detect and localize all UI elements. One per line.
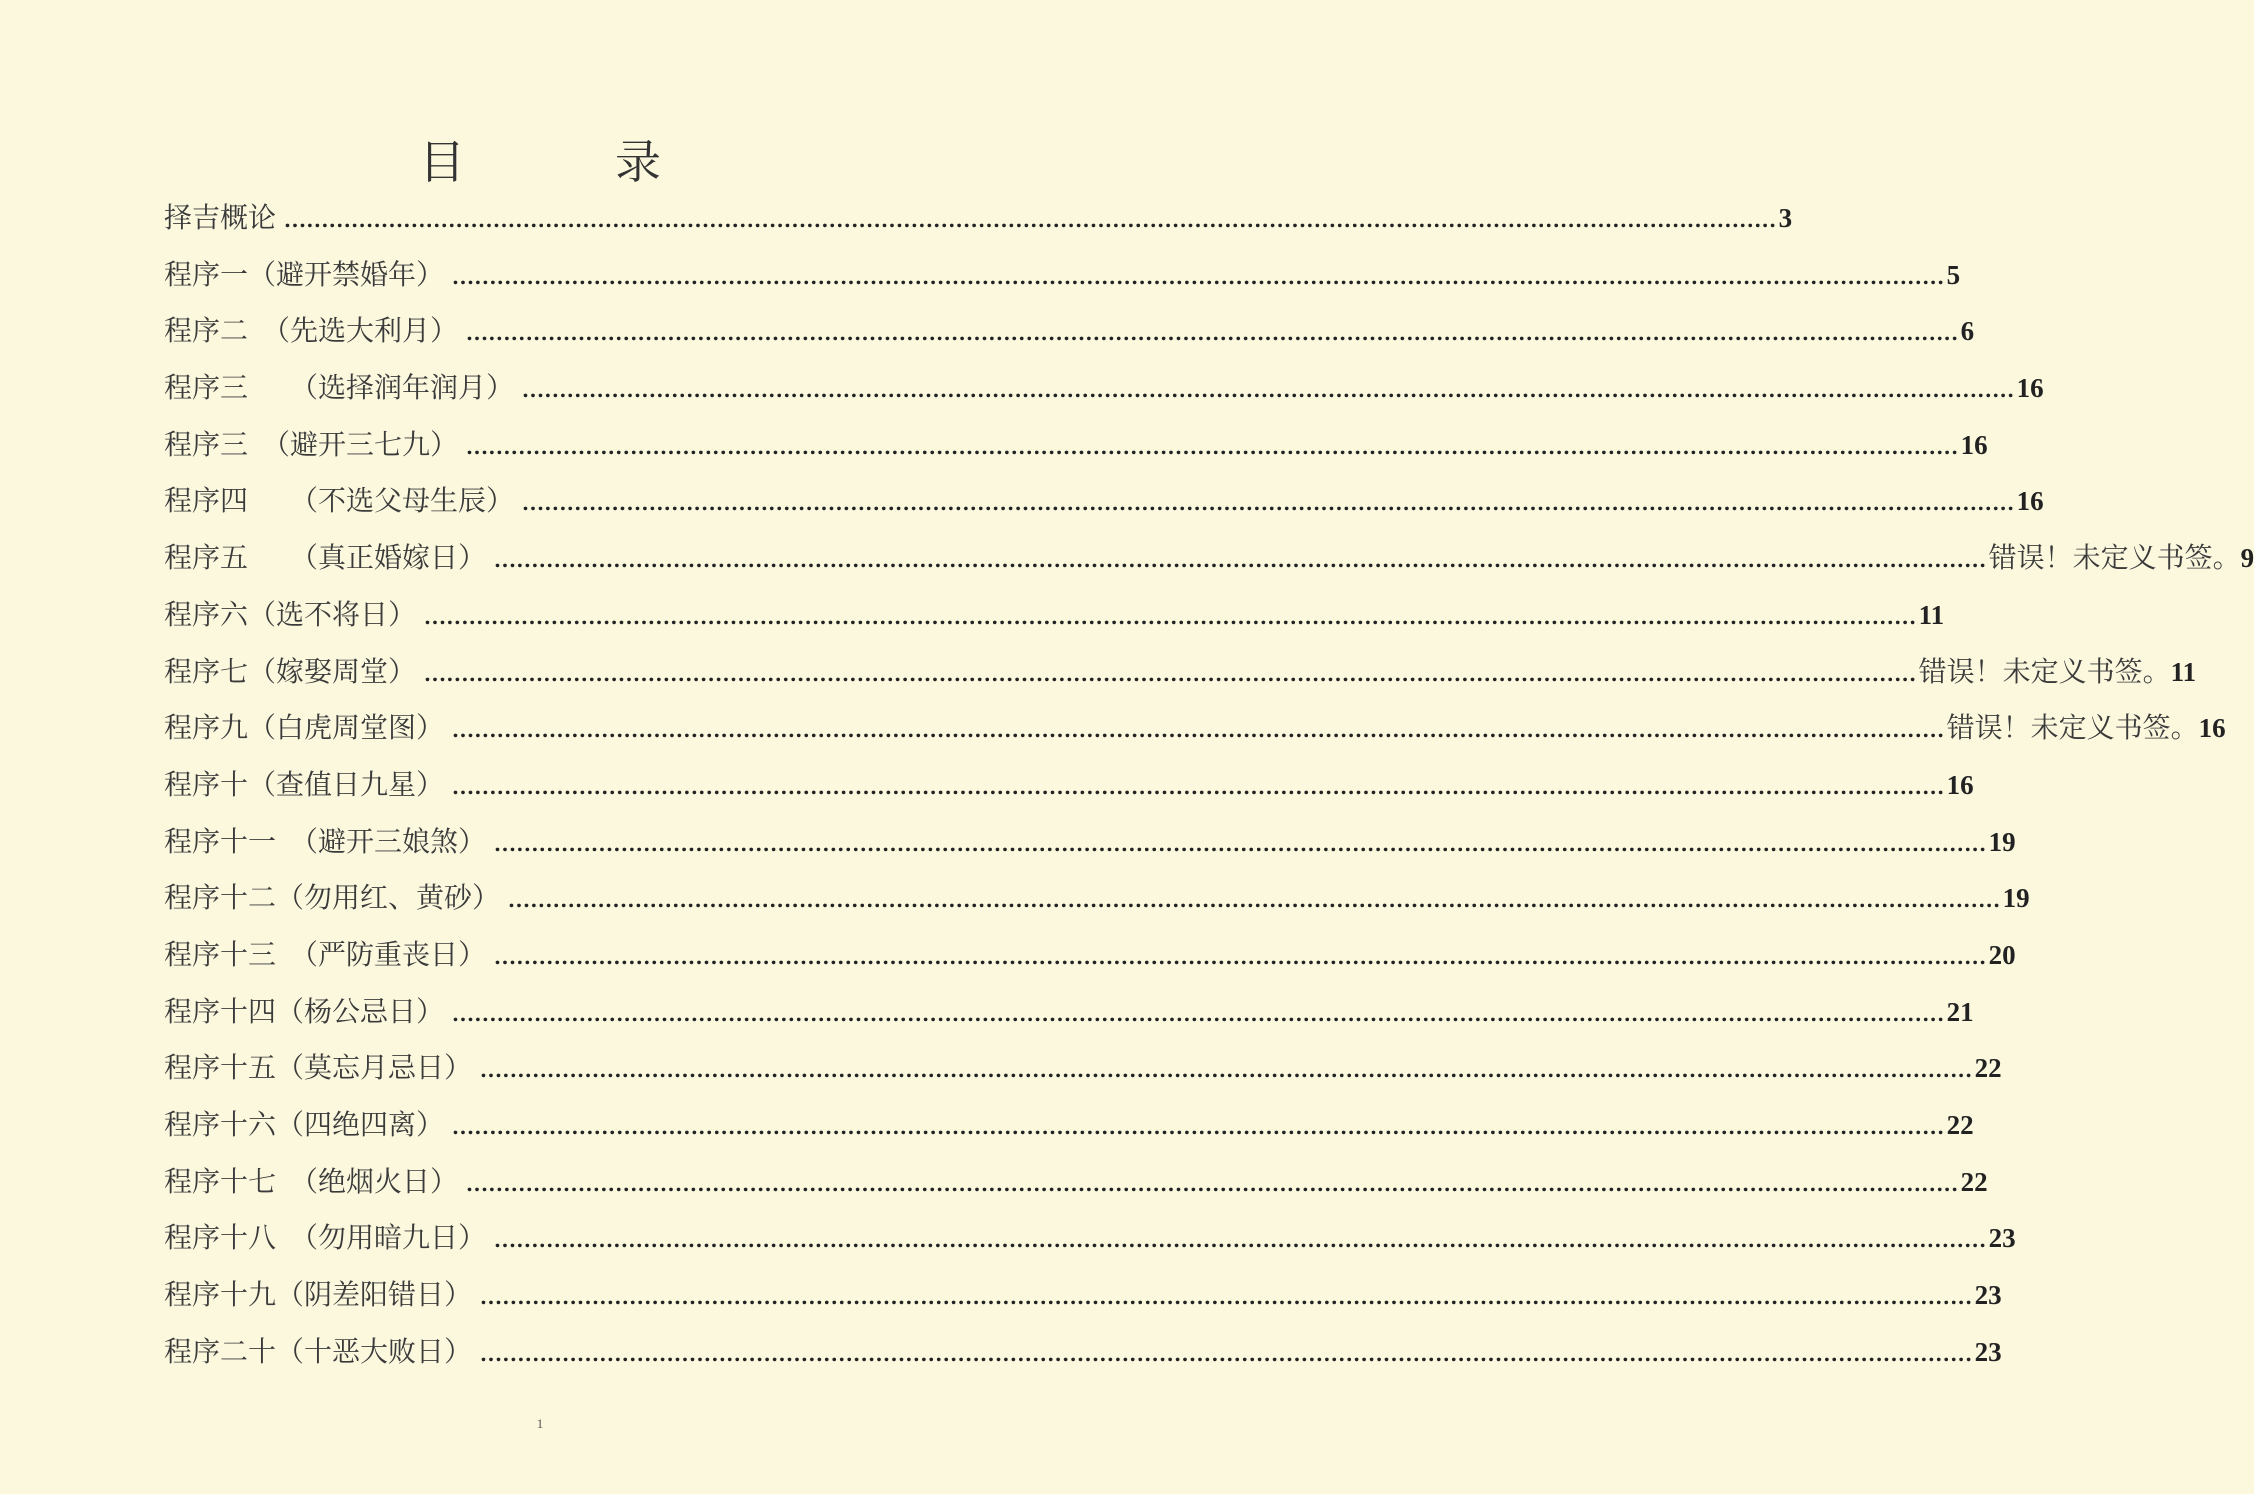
toc-entry-title: 程序十五（莫忘月忌日） bbox=[164, 1051, 473, 1085]
toc-entry-title: 程序七（嫁娶周堂） bbox=[164, 654, 417, 688]
toc-page-number: 16 bbox=[1946, 769, 1974, 800]
toc-page-number: 19 bbox=[1988, 826, 2016, 857]
toc-entry[interactable] bbox=[164, 757, 1974, 814]
toc-entry-title: 程序十（查值日九星） bbox=[164, 767, 445, 801]
toc-bookmark-error: 错误！未定义书签。 bbox=[1946, 711, 2199, 745]
toc-leader-dots: ........................................................................................................................................................................................................ bbox=[508, 888, 2001, 913]
toc-entry-title: 程序九（白虎周堂图） bbox=[164, 711, 445, 745]
toc-entry[interactable] bbox=[164, 927, 2016, 984]
toc-page-number: 23 bbox=[1974, 1336, 2002, 1367]
toc-entry-title: 程序十七 （绝烟火日） bbox=[164, 1164, 459, 1198]
toc-leader-dots: ........................................................................................................................................................................................................ bbox=[452, 1115, 1945, 1139]
toc-page-number: 23 bbox=[1988, 1223, 2016, 1254]
toc-entry[interactable] bbox=[164, 190, 1793, 247]
toc-page-number: 19 bbox=[2002, 883, 2030, 914]
toc-page-number: 23 bbox=[1974, 1280, 2002, 1311]
toc-leader-dots: ........................................................................................................................................................................................................ bbox=[452, 264, 1945, 289]
toc-entry-title: 程序二十（十恶大败日） bbox=[164, 1334, 473, 1368]
toc-entry-title: 择吉概论 bbox=[164, 201, 277, 234]
toc-leader-dots: ........................................................................................................................................................................................................ bbox=[494, 1228, 1987, 1253]
toc-bookmark-error: 错误！未定义书签。 bbox=[1988, 541, 2241, 575]
toc-entry-title: 程序十三 （严防重丧日） bbox=[164, 937, 487, 971]
toc-page-number: 11 bbox=[1918, 599, 1945, 630]
toc-entry-title: 程序十九（阴差阳错日） bbox=[164, 1278, 473, 1312]
toc-leader-dots: ........................................................................................................................................................................................................ bbox=[480, 1285, 1973, 1310]
toc-entry[interactable] bbox=[164, 1267, 2002, 1324]
toc-leader-dots: ........................................................................................................................................................................................................ bbox=[452, 1001, 1945, 1026]
toc-entry-title: 程序十四（杨公忌日） bbox=[164, 994, 445, 1028]
toc-page-number: 22 bbox=[1974, 1053, 2002, 1084]
toc-entry-title: 程序十六（四绝四离） bbox=[164, 1108, 445, 1141]
toc-page-number: 6 bbox=[1960, 316, 1975, 347]
toc-leader-dots: ........................................................................................................................................................................................................ bbox=[494, 548, 1987, 573]
toc-page-number: 20 bbox=[1988, 939, 2016, 970]
toc-leader-dots: ........................................................................................................................................................................................................ bbox=[466, 434, 1959, 459]
toc-entry-title: 程序一（避开禁婚年） bbox=[164, 257, 445, 291]
toc-page-number: 5 bbox=[1946, 259, 1961, 290]
toc-leader-dots: ........................................................................................................................................................................................................ bbox=[522, 491, 2015, 516]
toc-page-number: 3 bbox=[1778, 203, 1793, 233]
toc-entry-title: 程序十一 （避开三娘煞） bbox=[164, 824, 487, 858]
toc-leader-dots: ........................................................................................................................................................................................................ bbox=[480, 1058, 1973, 1083]
toc-entry[interactable] bbox=[164, 1040, 2002, 1097]
toc-entry[interactable] bbox=[164, 247, 1961, 304]
toc-entry[interactable] bbox=[164, 644, 2197, 701]
toc-entry[interactable] bbox=[164, 360, 2044, 417]
page-number: 1 bbox=[536, 1416, 544, 1431]
toc-page-number: 16 bbox=[2198, 713, 2226, 744]
toc-entry-title: 程序二 （先选大利月） bbox=[164, 314, 459, 348]
toc-entry[interactable] bbox=[164, 700, 2226, 757]
toc-bookmark-error: 错误！未定义书签。 bbox=[1918, 654, 2171, 688]
toc-leader-dots: ........................................................................................................................................................................................................ bbox=[494, 831, 1987, 856]
table-of-contents bbox=[164, 190, 2254, 1380]
toc-entry-title: 程序三 （避开三七九） bbox=[164, 427, 459, 461]
toc-page-number: 11 bbox=[2170, 656, 2197, 687]
toc-leader-dots: ........................................................................................................................................................................................................ bbox=[452, 718, 1945, 743]
toc-page-number: 16 bbox=[1960, 429, 1988, 460]
toc-page-number: 22 bbox=[1946, 1110, 1974, 1140]
toc-entry[interactable] bbox=[164, 1154, 1988, 1211]
toc-leader-dots: ........................................................................................................................................................................................................ bbox=[466, 1171, 1959, 1196]
toc-leader-dots: ........................................................................................................................................................................................................ bbox=[424, 604, 1917, 629]
toc-entry[interactable] bbox=[164, 303, 1975, 360]
toc-leader-dots: ........................................................................................................................................................................................................ bbox=[284, 208, 1777, 232]
toc-entry-title: 程序十二（勿用红、黄砂） bbox=[164, 881, 501, 915]
toc-entry-title: 程序三 （选择润年润月） bbox=[164, 371, 515, 405]
toc-page-number: 16 bbox=[2016, 486, 2044, 517]
toc-entry[interactable] bbox=[164, 984, 1974, 1041]
toc-entry-title: 程序十八 （勿用暗九日） bbox=[164, 1221, 487, 1255]
toc-leader-dots: ........................................................................................................................................................................................................ bbox=[522, 378, 2015, 403]
toc-page-number: 9 bbox=[2240, 543, 2254, 574]
toc-entry[interactable] bbox=[164, 814, 2016, 871]
toc-entry-title: 程序六（选不将日） bbox=[164, 597, 417, 631]
toc-entry[interactable] bbox=[164, 1097, 1974, 1154]
toc-page-number: 22 bbox=[1960, 1166, 1988, 1197]
toc-page-number: 21 bbox=[1946, 996, 1974, 1027]
toc-entry[interactable] bbox=[164, 417, 1988, 474]
toc-leader-dots: ........................................................................................................................................................................................................ bbox=[424, 661, 1917, 686]
toc-leader-dots: ........................................................................................................................................................................................................ bbox=[466, 321, 1959, 346]
toc-entry[interactable] bbox=[164, 1324, 2002, 1381]
toc-entry[interactable] bbox=[164, 870, 2030, 927]
toc-page-number: 16 bbox=[2016, 373, 2044, 404]
toc-leader-dots: ........................................................................................................................................................................................................ bbox=[480, 1341, 1973, 1366]
toc-leader-dots: ........................................................................................................................................................................................................ bbox=[452, 774, 1945, 799]
toc-entry[interactable] bbox=[164, 530, 2254, 587]
toc-entry[interactable] bbox=[164, 587, 1945, 644]
page-title: 目 录 bbox=[419, 135, 713, 189]
toc-entry[interactable] bbox=[164, 1210, 2016, 1267]
toc-entry[interactable] bbox=[164, 473, 2044, 530]
toc-entry-title: 程序四 （不选父母生辰） bbox=[164, 484, 515, 518]
toc-entry-title: 程序五 （真正婚嫁日） bbox=[164, 541, 487, 575]
toc-leader-dots: ........................................................................................................................................................................................................ bbox=[494, 944, 1987, 969]
